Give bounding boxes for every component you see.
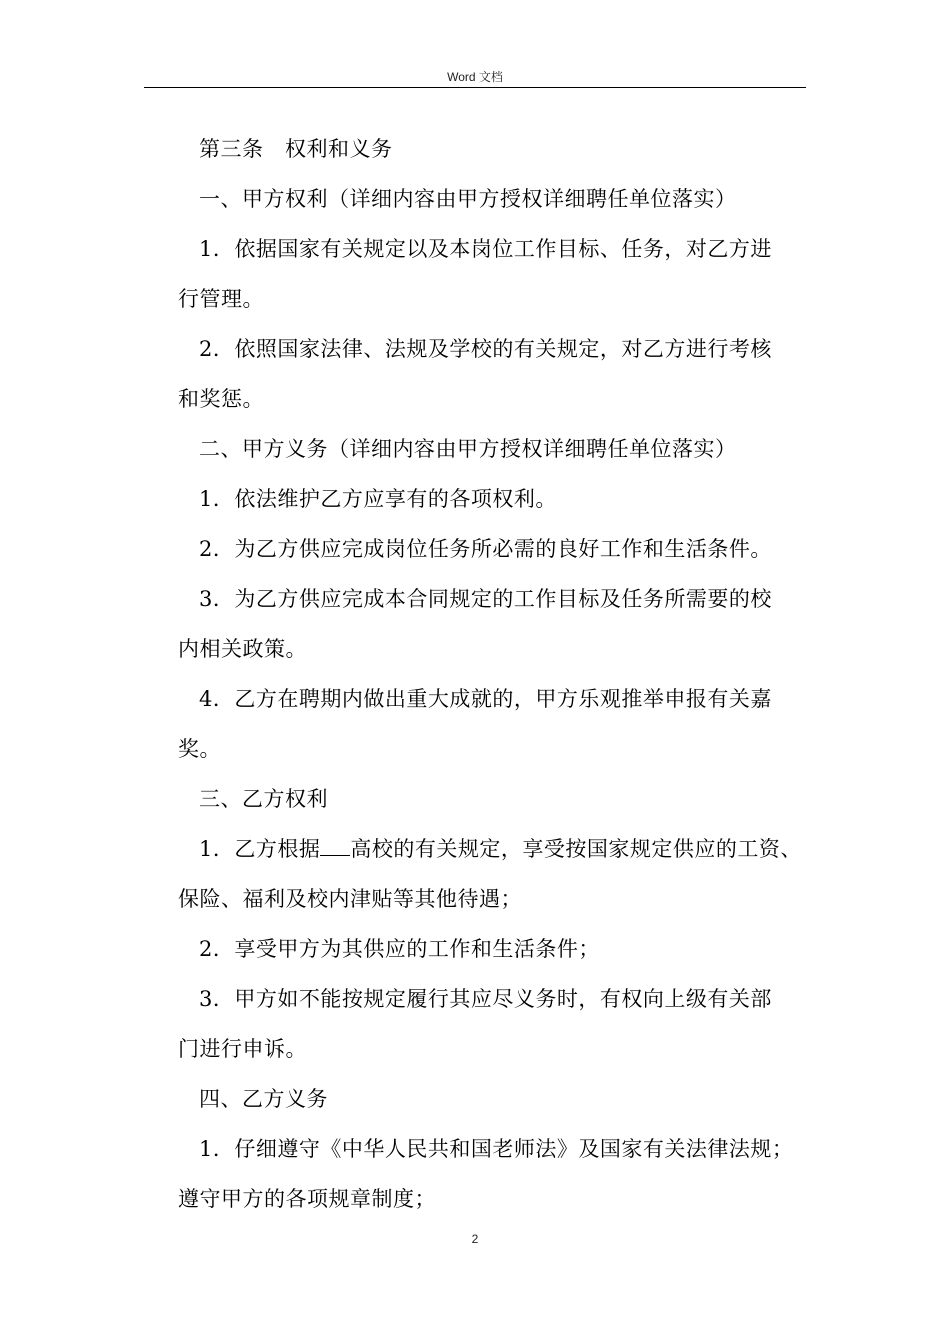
paragraph-line: 4．乙方在聘期内做出重大成就的，甲方乐观推举申报有关嘉 xyxy=(199,687,772,711)
paragraph-line: 3．为乙方供应完成本合同规定的工作目标及任务所需要的校 xyxy=(199,587,772,611)
paragraph-line: 1．依法维护乙方应享有的各项权利。 xyxy=(199,487,557,511)
paragraph-line: 遵守甲方的各项规章制度； xyxy=(178,1187,436,1211)
paragraph-line: 2．享受甲方为其供应的工作和生活条件； xyxy=(199,937,600,961)
paragraph-line: 内相关政策。 xyxy=(178,637,307,661)
page-header: Word 文档 xyxy=(447,70,503,84)
article-heading: 第三条 权利和义务 xyxy=(199,137,393,161)
paragraph-rest: 高校的有关规定，享受按国家规定供应的工资、 xyxy=(350,837,802,861)
paragraph-line: 门进行申诉。 xyxy=(178,1037,307,1061)
paragraph-line: 保险、福利及校内津贴等其他待遇； xyxy=(178,887,522,911)
fill-in-blank xyxy=(320,837,350,856)
paragraph-line: 行管理。 xyxy=(178,287,264,311)
section-heading: 三、乙方权利 xyxy=(199,787,328,811)
paragraph-line: 1．仔细遵守《中华人民共和国老师法》及国家有关法律法规； xyxy=(199,1137,794,1161)
paragraph-prefix: 1．乙方根据 xyxy=(199,837,321,861)
section-heading: 二、甲方义务（详细内容由甲方授权详细聘任单位落实） xyxy=(199,437,737,461)
paragraph-line: 1．依据国家有关规定以及本岗位工作目标、任务，对乙方进 xyxy=(199,237,772,261)
page-number: 2 xyxy=(471,1232,479,1246)
document-body xyxy=(178,124,828,1224)
paragraph-line: 和奖惩。 xyxy=(178,387,264,411)
section-heading: 一、甲方权利（详细内容由甲方授权详细聘任单位落实） xyxy=(199,187,737,211)
paragraph-line xyxy=(178,824,828,874)
paragraph-line: 奖。 xyxy=(178,737,221,761)
section-heading: 四、乙方义务 xyxy=(199,1087,328,1111)
paragraph-line: 2．为乙方供应完成岗位任务所必需的良好工作和生活条件。 xyxy=(199,537,772,561)
header-divider xyxy=(144,87,806,88)
paragraph-line: 2．依照国家法律、法规及学校的有关规定，对乙方进行考核 xyxy=(199,337,772,361)
paragraph-line: 3．甲方如不能按规定履行其应尽义务时，有权向上级有关部 xyxy=(199,987,772,1011)
